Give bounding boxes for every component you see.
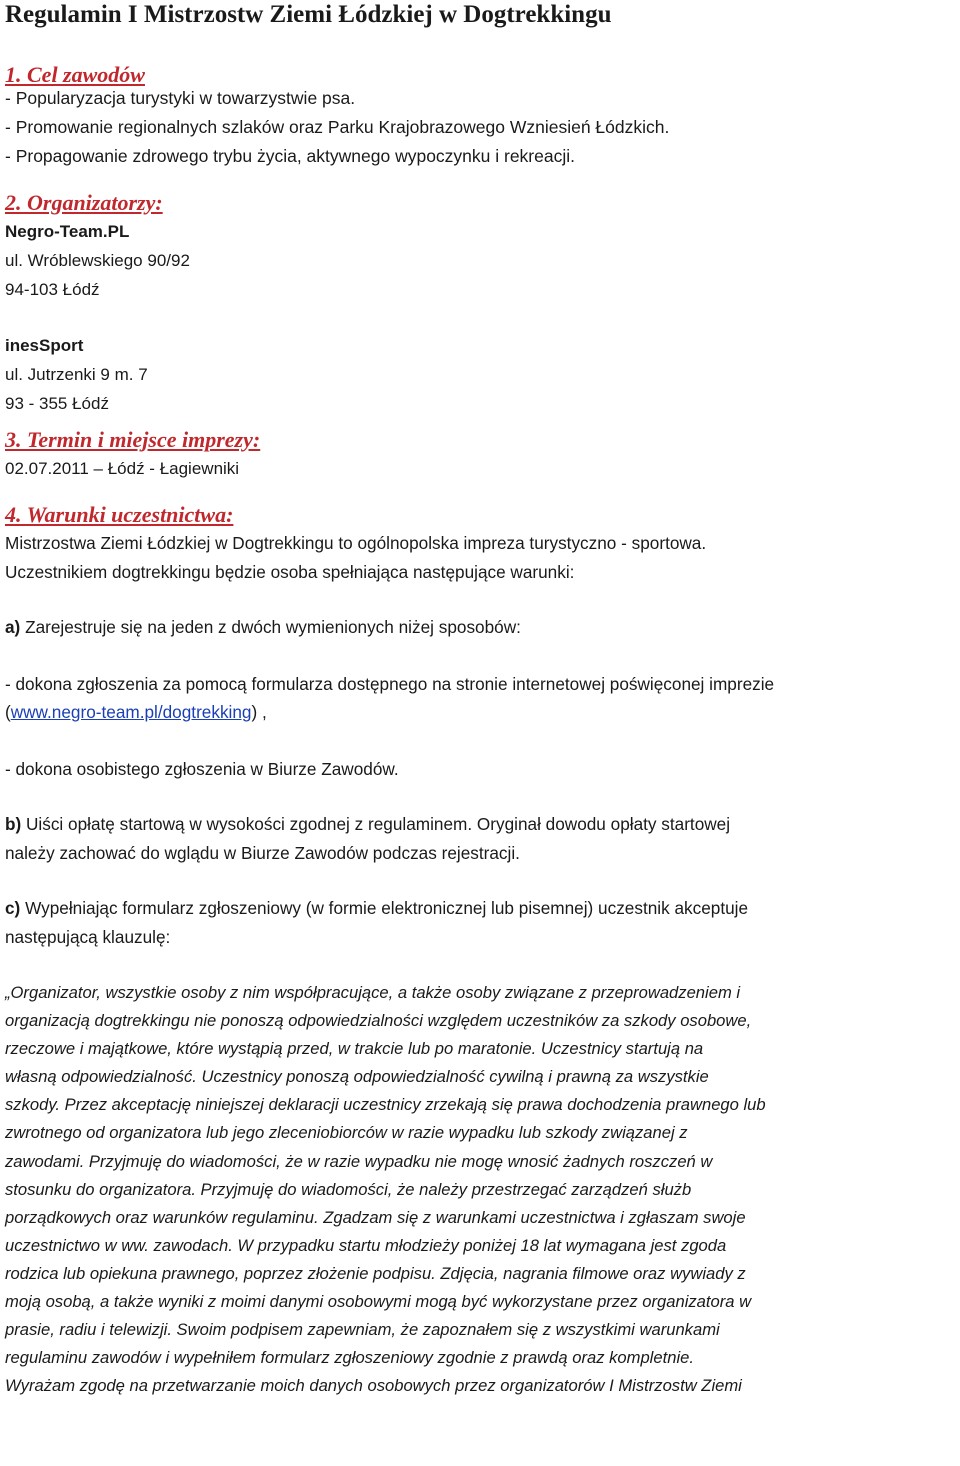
condition-c-label: c) [5, 898, 21, 918]
section-2-heading: 2. Organizatorzy: [5, 190, 163, 215]
document-page [5, 0, 955, 1400]
spacer [5, 30, 955, 61]
organizer-2-name: inesSport [5, 336, 84, 355]
conditions-intro: Uczestnikiem dogtrekkingu będzie osoba spełniająca następujące warunki: [5, 561, 575, 582]
section-3-heading: 3. Termin i miejsce imprezy: [5, 427, 261, 452]
clause-line: szkody. Przez akceptację niniejszej deklaracji uczestnicy zrzekają się prawa dochodzenia prawnego lub [5, 1095, 766, 1115]
condition-c [5, 894, 955, 923]
spacer [5, 418, 955, 426]
condition-a [5, 613, 955, 642]
condition-c-continued: następującą klauzulę: [5, 926, 171, 947]
spacer [5, 642, 955, 670]
condition-b-label: b) [5, 814, 22, 834]
goal-item: - Popularyzacja turystyki w towarzystwie psa. [5, 88, 356, 108]
condition-a-label: a) [5, 617, 21, 637]
section-1-heading: 1. Cel zawodów [5, 62, 145, 87]
clause-line: stosunku do organizatora. Przyjmuję do wiadomości, że należy przestrzegać zarządzeń służb [5, 1179, 692, 1199]
registration-link[interactable]: www.negro-team.pl/dogtrekking [10, 702, 252, 722]
spacer [5, 727, 955, 755]
condition-b [5, 810, 955, 839]
event-date-location: 02.07.2011 – Łódź - Łagiewniki [5, 459, 240, 478]
organizer-1-city: 94-103 Łódź [5, 280, 100, 299]
clause-line: prasie, radiu i telewizji. Swoim podpisem zapewniam, że zapoznałem się z wszystkimi warunkami [5, 1320, 720, 1340]
clause-line: organizacją dogtrekkingu nie ponoszą odpowiedzialności względem uczestników za szkody osobowe, [5, 1011, 752, 1031]
condition-b-continued: należy zachować do wglądu w Biurze Zawodów podczas rejestracji. [5, 842, 520, 863]
section-4-heading: 4. Warunki uczestnictwa: [5, 502, 234, 527]
clause-line: zawodami. Przyjmuję do wiadomości, że w razie wypadku nie mogę wnosić żadnych roszczeń w [5, 1151, 713, 1171]
liability-clause [5, 979, 955, 1400]
organizer-1-name: Negro-Team.PL [5, 222, 130, 241]
clause-line: rodzica lub opiekuna prawnego, poprzez złożenie podpisu. Zdjęcia, nagrania filmowe oraz wywiady z [5, 1263, 746, 1283]
clause-line: regulaminu zawodów i wypełniłem formularz zgłoszeniowy zgodnie z prawdą oraz kompletnie. [5, 1348, 694, 1368]
clause-line: zwrotnego od organizatora lub jego zleceniobiorców w razie wypadku lub szkody związanej z [5, 1123, 688, 1143]
condition-b-text: Uiści opłatę startową w wysokości zgodnej z regulaminem. Oryginał dowodu opłaty startowej [21, 814, 731, 834]
goal-item: - Propagowanie zdrowego trybu życia, aktywnego wypoczynku i rekreacji. [5, 146, 575, 166]
clause-line: „Organizator, wszystkie osoby z nim współpracujące, a także osoby związane z przeprowadzeniem i [5, 983, 741, 1002]
registration-option-office: - dokona osobistego zgłoszenia w Biurze Zawodów. [5, 758, 399, 779]
clause-line: uczestnictwo w ww. zawodach. W przypadku startu młodzieży poniżej 18 lat wymagana jest zgoda [5, 1235, 727, 1255]
registration-option-online-link-line [5, 698, 955, 727]
clause-line: porządkowych oraz warunków regulaminu. Zgadzam się z warunkami uczestnictwa i zgłaszam swoje [5, 1207, 746, 1227]
clause-line: rzeczowe i majątkowe, które wystąpią przed, w trakcie lub po maratonie. Uczestnicy startują na [5, 1039, 704, 1059]
registration-option-online: - dokona zgłoszenia za pomocą formularza dostępnego na stronie internetowej poświęconej imprezie [5, 673, 775, 694]
spacer [5, 304, 955, 331]
organizer-1-address: ul. Wróblewskiego 90/92 [5, 251, 190, 270]
spacer [5, 867, 955, 894]
clause-line: moją osobą, a także wyniki z moimi danymi osobowymi mogą być wykorzystane przez organizatora w [5, 1292, 752, 1312]
spacer [5, 171, 955, 189]
spacer [5, 586, 955, 613]
organizer-2-address: ul. Jutrzenki 9 m. 7 [5, 365, 148, 384]
paren-close: ) , [251, 702, 267, 722]
paren-open: ( [5, 702, 11, 722]
spacer [5, 951, 955, 979]
condition-c-text: Wypełniając formularz zgłoszeniowy (w formie elektronicznej lub pisemnej) uczestnik akceptuje [20, 898, 749, 918]
goal-item: - Promowanie regionalnych szlaków oraz Parku Krajobrazowego Wzniesień Łódzkich. [5, 117, 670, 137]
document-title: Regulamin I Mistrzostw Ziemi Łódzkiej w Dogtrekkingu [5, 1, 612, 28]
clause-line: własną odpowiedzialność. Uczestnicy ponoszą odpowiedzialność cywilną i prawną za wszystkie [5, 1067, 709, 1087]
organizer-2-city: 93 - 355 Łódź [5, 394, 109, 413]
spacer [5, 783, 955, 810]
conditions-intro: Mistrzostwa Ziemi Łódzkiej w Dogtrekkingu to ogólnopolska impreza turystyczno - sportowa. [5, 533, 707, 553]
clause-line: Wyrażam zgodę na przetwarzanie moich danych osobowych przez organizatorów I Mistrzostw Ziemi [5, 1376, 742, 1396]
condition-a-text: Zarejestruje się na jeden z dwóch wymienionych niżej sposobów: [20, 617, 521, 637]
spacer [5, 483, 955, 501]
